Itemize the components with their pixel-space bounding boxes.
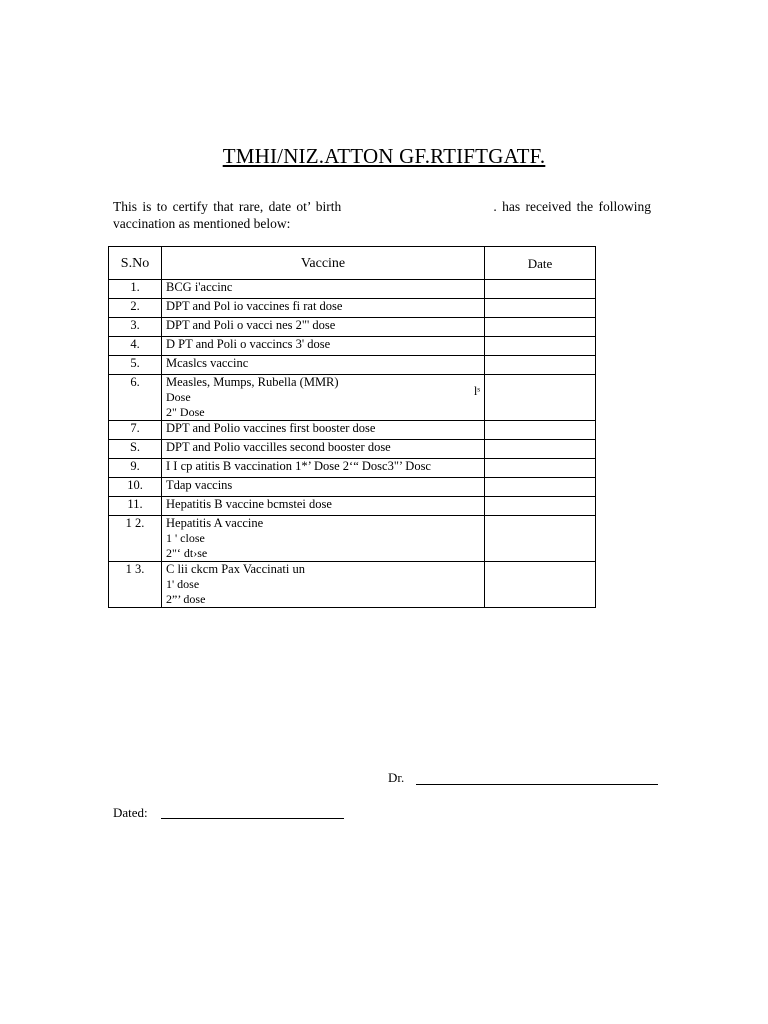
row-vaccine — [162, 299, 485, 318]
table-row — [109, 375, 596, 421]
row-date[interactable] — [485, 440, 596, 459]
row-vaccine — [162, 280, 485, 299]
header-vaccine: Vaccine — [162, 247, 485, 280]
row-sno: 10. — [109, 478, 162, 497]
vaccine-line: Mcaslcs vaccinc — [166, 356, 249, 370]
vaccine-line: Dose — [166, 390, 191, 404]
dose-ordinal: lˢ — [473, 384, 480, 398]
table-row — [109, 299, 596, 318]
row-sno: S. — [109, 440, 162, 459]
row-sno: 9. — [109, 459, 162, 478]
row-vaccine — [162, 356, 485, 375]
intro-line1-left: This is to certify that rare, date ot’ birth — [113, 199, 342, 214]
row-date[interactable] — [485, 497, 596, 516]
row-sno: 11. — [109, 497, 162, 516]
row-vaccine — [162, 459, 485, 478]
row-vaccine — [162, 562, 485, 608]
row-vaccine — [162, 375, 485, 421]
table-row — [109, 459, 596, 478]
vaccine-line: Hepatitis A vaccine — [166, 516, 264, 530]
table-row — [109, 478, 596, 497]
row-sno: 3. — [109, 318, 162, 337]
row-sno: 1. — [109, 280, 162, 299]
header-sno: S.No — [109, 247, 162, 280]
intro-line2: vaccination as mentioned below: — [113, 216, 291, 231]
dated-line — [161, 818, 344, 819]
row-date[interactable] — [485, 318, 596, 337]
row-date[interactable] — [485, 356, 596, 375]
row-sno: 1 2. — [109, 516, 162, 562]
row-vaccine — [162, 497, 485, 516]
vaccine-line: DPT and Poli o vacci nes 2"' dose — [166, 318, 336, 332]
vaccination-table — [108, 246, 596, 608]
dose-line-wrap — [166, 384, 480, 405]
row-date[interactable] — [485, 516, 596, 562]
table-row — [109, 440, 596, 459]
row-date[interactable] — [485, 562, 596, 608]
vaccine-line: Measles, Mumps, Rubella (MMR) — [166, 375, 339, 389]
row-date[interactable] — [485, 421, 596, 440]
row-vaccine — [162, 440, 485, 459]
intro-paragraph — [113, 198, 651, 232]
row-date[interactable] — [485, 375, 596, 421]
table-row — [109, 497, 596, 516]
doctor-signature-label: Dr. — [388, 770, 405, 785]
row-date[interactable] — [485, 280, 596, 299]
vaccine-line: I I cp atitis B vaccination 1*’ Dose 2‘“ Dosc3"’ Dosc — [166, 459, 431, 473]
row-vaccine — [162, 478, 485, 497]
header-date: Date — [485, 247, 596, 280]
row-date[interactable] — [485, 337, 596, 356]
row-date[interactable] — [485, 478, 596, 497]
vaccine-line: 2"‘ dt›se — [166, 546, 208, 560]
row-sno: 5. — [109, 356, 162, 375]
row-vaccine — [162, 516, 485, 562]
doctor-signature-line — [416, 784, 658, 785]
certificate-title: TMHI/NIZ.ATTON GF.RTIFTGATF. — [222, 144, 546, 168]
row-sno: 6. — [109, 375, 162, 421]
table-row — [109, 516, 596, 562]
vaccine-line: DPT and Polio vaccines first booster dose — [166, 421, 376, 435]
vaccine-line: BCG i'accinc — [166, 280, 233, 294]
vaccine-line: 2" Dose — [166, 405, 205, 419]
table-row — [109, 337, 596, 356]
vaccine-line: Hepatitis B vaccine bcmstei dose — [166, 497, 332, 511]
row-vaccine — [162, 421, 485, 440]
intro-line1-right: . has received the following — [493, 199, 651, 214]
table-row — [109, 562, 596, 608]
row-date[interactable] — [485, 459, 596, 478]
table-row — [109, 318, 596, 337]
row-sno: 4. — [109, 337, 162, 356]
table-row — [109, 356, 596, 375]
vaccine-line: 1 ' close — [166, 531, 205, 545]
table-row — [109, 280, 596, 299]
vaccine-line: D PT and Poli o vaccincs 3' dose — [166, 337, 331, 351]
row-sno: 2. — [109, 299, 162, 318]
row-vaccine — [162, 337, 485, 356]
vaccine-line: 2”’ dose — [166, 592, 206, 606]
table-body — [109, 280, 596, 608]
row-sno: 1 3. — [109, 562, 162, 608]
vaccine-line: DPT and Pol io vaccines fi rat dose — [166, 299, 343, 313]
vaccine-line: 1' dose — [166, 577, 200, 591]
row-date[interactable] — [485, 299, 596, 318]
vaccine-line: Tdap vaccins — [166, 478, 233, 492]
dated-label: Dated: — [113, 805, 148, 820]
table-row — [109, 421, 596, 440]
table-header-row — [109, 247, 596, 280]
row-sno: 7. — [109, 421, 162, 440]
vaccine-line: DPT and Polio vaccilles second booster dose — [166, 440, 391, 454]
row-vaccine — [162, 318, 485, 337]
vaccine-line: C lii ckcm Pax Vaccinati un — [166, 562, 305, 576]
